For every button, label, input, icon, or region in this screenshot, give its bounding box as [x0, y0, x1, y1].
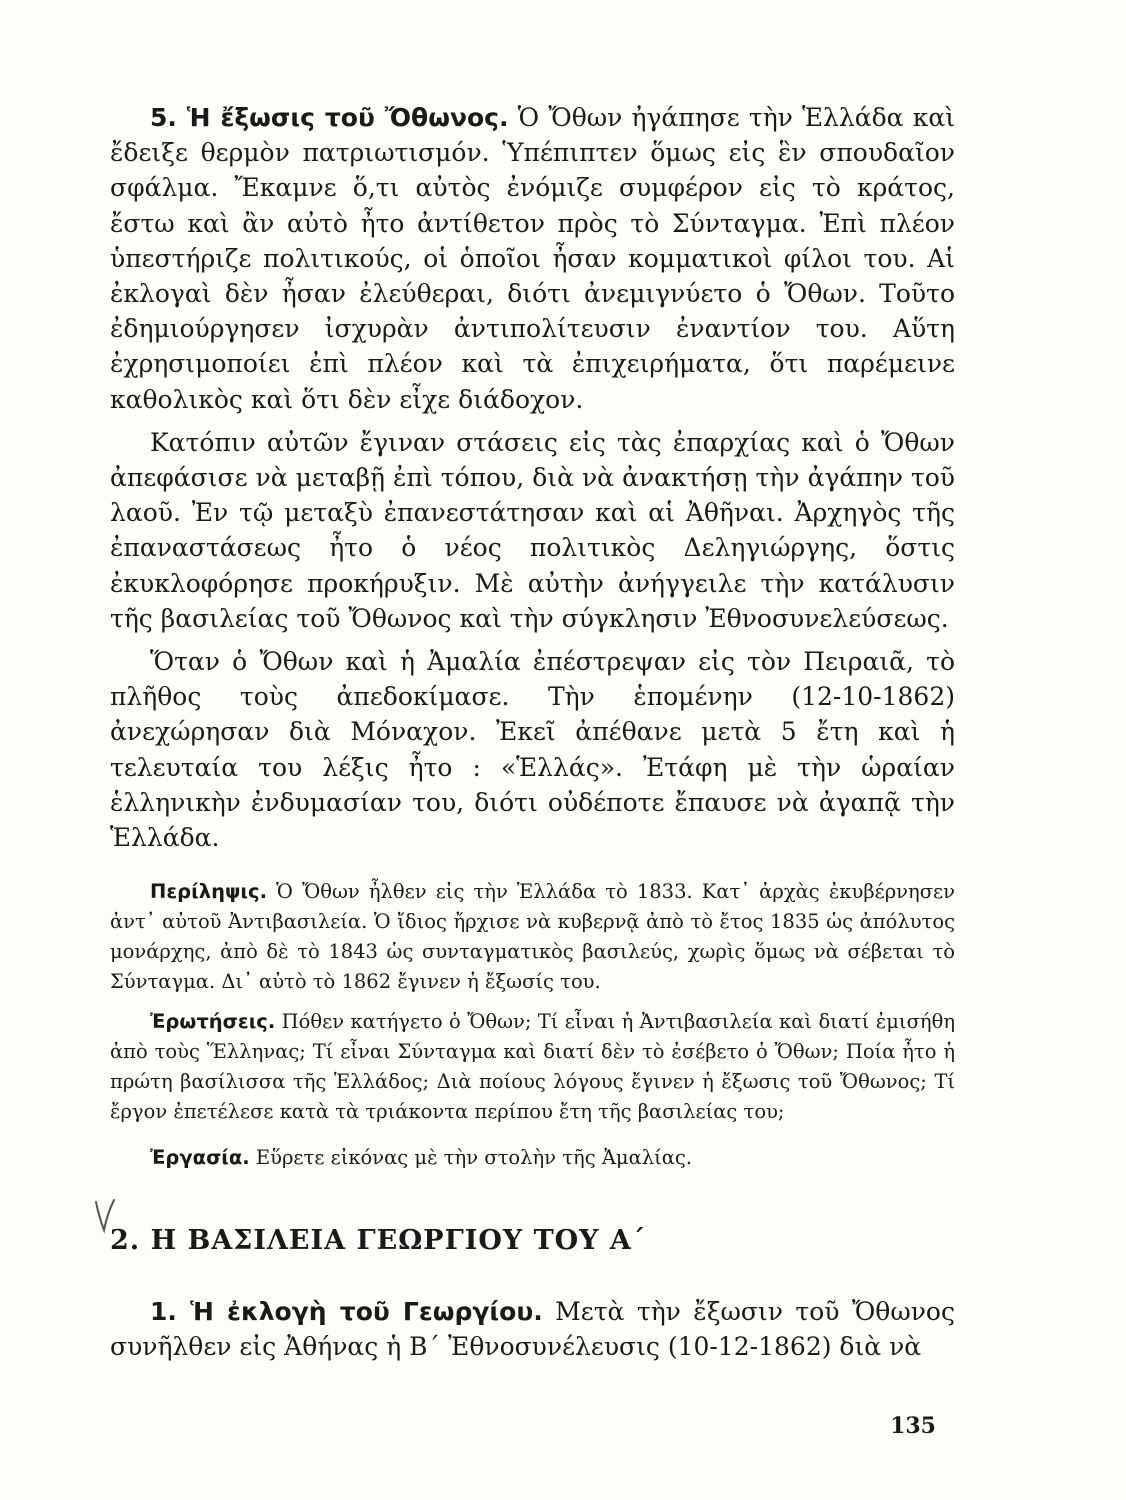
section5-paragraph-2: Κατόπιν αὐτῶν ἔγιναν στάσεις εἰς τὰς ἐπαρχίας καὶ ὁ Ὄθων ἀπεφάσισε νὰ μεταβῇ ἐπὶ τόπου, διὰ νὰ ἀνακτήσῃ τὴν ἀγάπην τοῦ λαοῦ. Ἐν τῷ μεταξὺ ἐπανεστάτησαν καὶ αἱ Ἀθῆναι. Ἀρχηγὸς τῆς ἐπαναστάσεως ἦτο ὁ νέος πολιτικὸς Δεληγιώργης, ὅστις ἐκυκλοφόρησε προκήρυξιν. Μὲ αὐτὴν ἀνήγγειλε τὴν κατάλυσιν τῆς βασιλείας τοῦ Ὄθωνος καὶ τὴν σύγκλησιν Ἐθνοσυνελεύσεως. — [110, 427, 955, 633]
questions-text: Πόθεν κατήγετο ὁ Ὄθων; Τί εἶναι ἡ Ἀντιβασιλεία καὶ διατί ἐμισήθη ἀπὸ τοὺς Ἕλληνας; Τί εἶναι Σύνταγμα καὶ διατί δὲν τὸ ἐσέβετο ὁ Ὄθων; Ποία ἦτο ἡ πρώτη βασίλισσα τῆς Ἑλλάδος; Διὰ ποίους λόγους ἔγινεν ἡ ἔξωσις τοῦ Ὄθωνος; Τί ἔργον ἐπετέλεσε κατὰ τὰ τριάκοντα περίπου ἔτη τῆς βασιλείας του; — [110, 1010, 955, 1124]
section5-text-1: Ὁ Ὄθων ἠγάπησε τὴν Ἑλλάδα καὶ ἔδειξε θερμὸν πατριωτισμόν. Ὑπέπιπτεν ὅμως εἰς ἓν σπουδαῖον σφάλμα. Ἔκαμνε ὅ,τι αὐτὸς ἐνόμιζε συμφέρον εἰς τὸ κράτος, ἔστω καὶ ἂν αὐτὸ ἦτο ἀντίθετον πρὸς τὸ Σύνταγμα. Ἐπὶ πλέον ὑπεστήριζε πολιτικούς, οἱ ὁποῖοι ἦσαν κομματικοὶ φίλοι του. Αἱ ἐκλογαὶ δὲν ἦσαν ἐλεύθεραι, διότι ἀνεμιγνύετο ὁ Ὄθων. Τοῦτο ἐδημιούργησεν ἰσχυρὰν ἀντιπολίτευσιν ἐναντίον του. Αὕτη ἐχρησιμοποίει ἐπὶ πλέον καὶ τὰ ἐπιχειρήματα, ὅτι παρέμεινε καθολικὸς καὶ ὅτι δὲν εἶχε διάδοχον. — [110, 103, 956, 414]
summary-label: Περίληψις. — [150, 880, 267, 904]
chapter-title: 2. Η ΒΑΣΙΛΕΙΑ ΓΕΩΡΓΙΟΥ ΤΟΥ Α΄ — [110, 1225, 647, 1257]
chapter2-text: Μετὰ τὴν ἔξωσιν τοῦ Ὄθωνος συνῆλθεν εἰς Ἀθήνας ἡ Β΄ Ἐθνοσυνέλευσις (10-12-1862) διὰ νὰ — [110, 1297, 955, 1362]
questions-label: Ἐρωτήσεις. — [150, 1010, 276, 1034]
page-number: 135 — [890, 1413, 936, 1439]
section5-paragraph-3: Ὅταν ὁ Ὄθων καὶ ἡ Ἀμαλία ἐπέστρεψαν εἰς τὸν Πειραιᾶ, τὸ πλῆθος τοὺς ἀπεδοκίμασε. Τὴν ἑπομένην (12-10-1862) ἀνεχώρησαν διὰ Μόναχον. Ἐκεῖ ἀπέθανε μετὰ 5 ἔτη καὶ ἡ τελευταία του λέξις ἦτο : «Ἑλλάς». Ἐτάφη μὲ τὴν ὡραίαν ἑλληνικὴν ἐνδυμασίαν του, διότι οὐδέποτε ἔπαυσε νὰ ἀγαπᾷ τὴν Ἑλλάδα. — [110, 647, 955, 853]
chapter2-heading: 1. Ἡ ἐκλογὴ τοῦ Γεωργίου. — [150, 1297, 543, 1327]
questions-block — [110, 1007, 955, 1127]
summary-block — [110, 877, 955, 997]
chapter2-paragraph-1 — [110, 1294, 955, 1364]
section5-paragraph-1 — [110, 100, 955, 417]
exercise-block — [110, 1143, 955, 1173]
page-body — [110, 100, 955, 1365]
section5-heading: 5. Ἡ ἔξωσις τοῦ Ὄθωνος. — [150, 103, 509, 132]
pencil-check-mark — [93, 1198, 117, 1234]
exercise-text: Εὕρετε εἰκόνας μὲ τὴν στολὴν τῆς Ἀμαλίας. — [249, 1146, 693, 1170]
summary-text: Ὁ Ὄθων ἦλθεν εἰς τὴν Ἑλλάδα τὸ 1833. Κατ᾽ ἀρχὰς ἐκυβέρνησεν ἀντ᾽ αὐτοῦ Ἀντιβασιλεία. Ὁ ἴδιος ἤρχισε νὰ κυβερνᾷ ἀπὸ τὸ ἔτος 1835 ὡς ἀπόλυτος μονάρχης, ἀπὸ δὲ τὸ 1843 ὡς συνταγματικὸς βασιλεύς, χωρὶς ὅμως νὰ σέβεται τὸ Σύνταγμα. Δι᾽ αὐτὸ τὸ 1862 ἔγινεν ἡ ἔξωσίς του. — [110, 880, 955, 994]
exercise-label: Ἐργασία. — [150, 1146, 250, 1170]
